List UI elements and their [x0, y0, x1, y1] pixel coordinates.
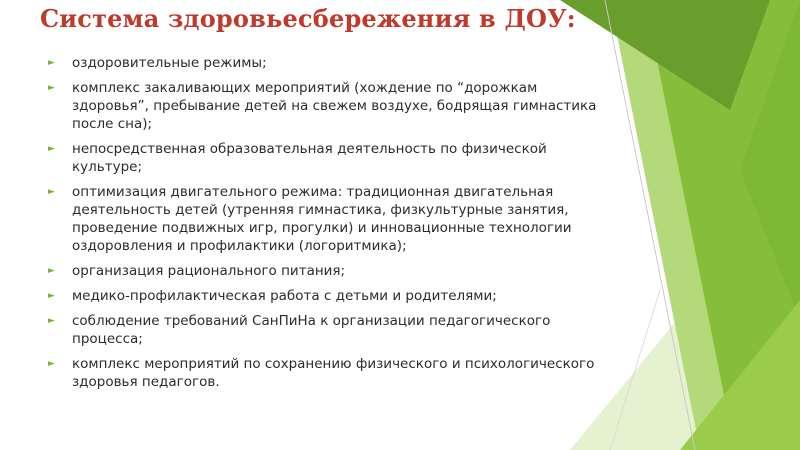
list-item	[48, 312, 608, 348]
list-item	[48, 262, 608, 280]
list-item	[48, 54, 608, 72]
list-item-text: организация рационального питания;	[72, 263, 346, 279]
list-item-text: комплекс мероприятий по сохранению физического и психологического здоровья педагогов.	[72, 356, 595, 390]
bullet-arrow-icon: ►	[48, 187, 55, 197]
list-item-text: соблюдение требований СанПиНа к организации педагогического процесса;	[72, 313, 551, 347]
list-item-text: оптимизация двигательного режима: традиционная двигательная деятельность детей (утренняя гимнастика, физкультурные занятия, проведение подвижных игр, прогулки) и инновационные технологии оздоровления и профилактики (логоритмика);	[72, 184, 572, 254]
bullet-arrow-icon: ►	[48, 316, 55, 326]
slide-title: Система здоровьесбережения в ДОУ:	[40, 4, 576, 33]
list-item-text: непосредственная образовательная деятельность по физической культуре;	[72, 141, 547, 175]
list-item-text: медико-профилактическая работа с детьми и родителями;	[72, 288, 497, 304]
list-item	[48, 140, 608, 176]
bullet-arrow-icon: ►	[48, 291, 55, 301]
list-item	[48, 183, 608, 255]
bullet-arrow-icon: ►	[48, 83, 55, 93]
list-item	[48, 287, 608, 305]
bullet-list	[48, 54, 608, 398]
bullet-arrow-icon: ►	[48, 58, 55, 68]
list-item	[48, 79, 608, 133]
list-item	[48, 355, 608, 391]
list-item-text: комплекс закаливающих мероприятий (хождение по “дорожкам здоровья”, пребывание детей на свежем воздухе, бодрящая гимнастика после сна);	[72, 80, 597, 132]
bullet-arrow-icon: ►	[48, 144, 55, 154]
bullet-arrow-icon: ►	[48, 266, 55, 276]
list-item-text: оздоровительные режимы;	[72, 55, 267, 71]
bullet-arrow-icon: ►	[48, 359, 55, 369]
